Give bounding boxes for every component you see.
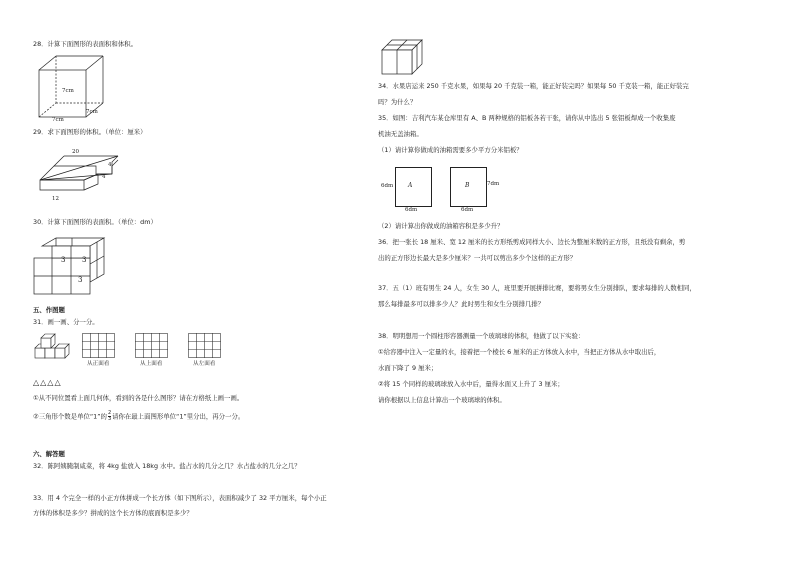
q31-text: 31．画一画、分一分。 — [33, 318, 99, 326]
q33-line-2: 方体的体积是多少？拼成的这个长方体的底面积是多少？ — [33, 509, 193, 517]
q35-line-1: 35．如图：吉利汽车某仓库里有 A、B 两种规格的铝板各若干张，请你从中选出 5 张铝板焊成一个收集废 — [378, 114, 676, 122]
plate-a-side-label: 6dm — [381, 183, 394, 189]
fraction-denominator: 3 — [107, 416, 112, 422]
fraction — [108, 411, 111, 422]
q31-item-2 — [33, 411, 244, 422]
prism-bottom-label: 12 — [52, 196, 59, 202]
plate-b-side-label: 7dm — [487, 181, 500, 187]
q33-line-1: 33．用 4 个完全一样的小正方体拼成一个长方体（如下图所示），表面积减少了 32 平方厘米，每个小正 — [33, 494, 327, 502]
four-cubes-figure — [380, 38, 424, 74]
cube-stack-label-3: 3 — [78, 276, 83, 284]
q38-line-3: 水面下降了 9 厘米； — [378, 364, 438, 372]
plate-a — [395, 167, 432, 207]
cube-depth-label: 7cm — [86, 109, 98, 115]
q34-line-1: 34．水果店运来 250 千克水果，如果每 20 千克装一箱，能正好装完吗？如果每 50 千克装一箱，能正好装完 — [378, 82, 689, 90]
q31-item-1: ①从不同位置看上面几何体，看到的各是什么图形？请在方格纸上画一画。 — [33, 394, 244, 402]
q38-line-4: ②将 15 个同样的玻璃球放入水中后，量得水面又上升了 3 厘米； — [378, 380, 564, 388]
q38-line-2: ①给容器中注入一定量的水，接着把一个棱长 6 厘米的正方体放入水中，当把正方体从水中取出后， — [378, 348, 661, 356]
q38-line-5: 请你根据以上信息计算出一个玻璃球的体积。 — [378, 396, 506, 404]
q34-line-2: 吗？为什么？ — [378, 98, 417, 106]
q32-text: 32．陈阿姨腌制咸菜，将 4kg 盐放入 18kg 水中。盐占水的几分之几？水占盐水的几分之几？ — [33, 462, 301, 470]
cube-stack-label-2: 3 — [82, 256, 87, 264]
q35-line-2: 机油无盖油箱。 — [378, 130, 423, 138]
prism-right-label-1: 4 — [108, 162, 112, 168]
q35-sub-1: （1）请计算你做成的油箱需要多少平方分米铝板？ — [378, 146, 523, 154]
section-6-heading: 六、解答题 — [33, 450, 65, 458]
prism-top-label: 20 — [72, 149, 79, 155]
l-prism-figure — [38, 152, 118, 198]
q38-line-1: 38．明明想用一个圆柱形容器测量一个玻璃球的体积，他做了以下实验： — [378, 332, 585, 340]
fraction-numerator: 2 — [107, 410, 112, 416]
view-label-top: 从上面看 — [140, 361, 163, 367]
cube-stack-label-1: 3 — [61, 256, 66, 264]
q36-line-1: 36．把一张长 18 厘米、宽 12 厘米的长方形纸剪成同样大小、边长为整厘米数的正方形，且纸没有剩余，剪 — [378, 238, 686, 246]
cube-stack-figure — [34, 238, 106, 296]
cube-width-label: 7cm — [52, 117, 64, 123]
q35-sub-2: （2）请计算出你做成的油箱容积是多少升？ — [378, 222, 504, 230]
cube-height-label: 7cm — [62, 88, 74, 94]
view-label-left: 从左面看 — [193, 361, 216, 367]
q37-line-1: 37．五（1）班有男生 24 人，女生 30 人，班里要开展拼排比赛，要将男女生分别排队，要求每排的人数相同， — [378, 284, 696, 292]
q28-text: 28．计算下面图形的表面积和体积。 — [33, 40, 137, 48]
grid-top[interactable] — [135, 333, 168, 358]
grid-front[interactable] — [82, 333, 115, 358]
grid-left[interactable] — [188, 333, 221, 358]
q29-text: 29．求下面图形的体积。（单位：厘米） — [33, 128, 147, 136]
prism-right-label-2: 4 — [102, 174, 106, 180]
q37-line-2: 那么每排最多可以排多少人？此时男生和女生分别排几排？ — [378, 300, 545, 308]
q31-item-2-post: 请你在最上面图形单位“1”里分出，再分一分。 — [112, 412, 245, 421]
plate-a-bottom-label: 6dm — [405, 207, 418, 213]
plate-b-bottom-label: 6dm — [461, 207, 474, 213]
plate-b-letter: B — [465, 182, 470, 189]
view-label-front: 从正面看 — [87, 361, 110, 367]
q36-line-2: 出的正方形边长最大是多少厘米？一共可以剪出多少个这样的正方形？ — [378, 254, 577, 262]
small-cubes-figure — [33, 334, 69, 362]
triangles-row: △△△△ — [33, 378, 62, 387]
q30-text: 30．计算下面图形的表面积。（单位：dm） — [33, 218, 157, 226]
plate-a-letter: A — [408, 182, 413, 189]
q31-item-2-pre: ②三角形个数是单位“1”的 — [33, 412, 107, 421]
section-5-heading: 五、作图题 — [33, 306, 65, 314]
